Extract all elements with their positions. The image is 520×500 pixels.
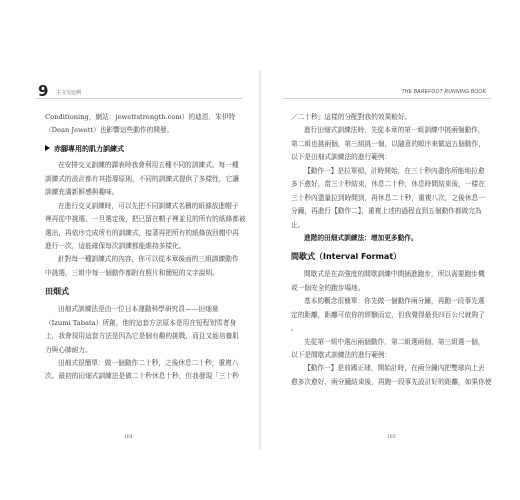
body-text-line: （Izumi Tabata）所創，他的這套方法原本是用在短程划雪者身: [45, 318, 237, 327]
body-text-line: 以下是田畑式訓練法的進行範例：: [291, 153, 392, 162]
right-page-body: [291, 111, 494, 389]
subsection-heading: [45, 143, 246, 156]
right-page: [261, 0, 520, 500]
body-text-line: 訓練充滿新鮮感與趣味。: [45, 188, 119, 197]
left-page-body: [45, 111, 246, 384]
subsection-heading-text: 赤腳專用的肌力訓練式: [54, 144, 124, 153]
body-text-line: 【動作一】是前踢正球，開始計時，在兩分鐘內把雙球向上丟: [304, 364, 485, 373]
section-heading: 間歇式（Interval Format）: [291, 252, 402, 262]
left-page: [0, 0, 259, 500]
body-text-line: 進行一次，這能確保每次訓練都能維持多樣化。: [45, 241, 186, 250]
body-text-line: 以下是間歇式訓練法的進行範例：: [291, 351, 392, 359]
body-text-line: 田畑式很簡單：做一個動作二十秒，之後休息二十秒，重複八: [58, 359, 239, 367]
body-text-line: 裡再從中挑選，一旦選定後，把已留在帽子裡並且的所有的紙條都被: [45, 215, 246, 224]
triangle-bullet-icon: [45, 145, 50, 151]
chapter-title: 主文交比例: [56, 90, 82, 96]
page-number: 165: [387, 435, 396, 440]
body-text-line: 田畑式訓練法是由一位日本運動科學研究員——田畑泉: [58, 305, 219, 314]
body-text-line: 基本的概念很簡單：你先做一個動作兩分鐘，再跑一段事先選: [304, 297, 485, 306]
body-text-line: Conditioning，網站：jewettstrength.com）的迪恩．朱伊特: [45, 113, 236, 121]
chapter-number: 9: [38, 82, 49, 100]
running-head: THE BAREFOOT RUNNING BOOK: [401, 89, 486, 95]
body-text-line: 針對每一種訓練式的內容，你可以從本章後面的三組訓練動作: [58, 255, 239, 264]
header-rule: [36, 98, 242, 99]
body-text-line: 分鐘，再進行【動作二】，重複上述的過程直到五個動作都做完為: [291, 207, 482, 216]
body-text-line: 上，我會採用這套方法是因為它是個有趣的挑戰，而且又能培養肌: [45, 332, 239, 341]
body-text-line: 愈多次愈好，兩分鐘結束後，再跑一段事先設計好的距離，如果你使: [291, 377, 492, 386]
body-text-line: 選出，再依序完成所有的訓練式，接著再把所有的紙條放回帽中再: [45, 228, 239, 237]
body-text-line: 三十秒內盡量拉到時間到，再休息二十秒，重複八次，之後休息一: [291, 193, 485, 202]
body-text-line: ／二十秒」這樣的分配對我的效果較好。: [291, 113, 412, 121]
body-text-line: 【動作一】是拉單槓，計時開始，在三十秒內盡你所能地拉愈: [304, 166, 485, 175]
body-text-line: 第二組也挑兩個，第三組挑一個，以隨意的順序來做這五個動作，: [291, 139, 485, 148]
body-text-line: 力與心肺耐力。: [45, 345, 92, 354]
body-text-line: 或一個安全的跑步場地。: [291, 283, 365, 292]
page-number: 164: [124, 435, 133, 440]
body-text-line: （Dean Jewett）也影響這些動作的開發。: [45, 126, 174, 135]
emphasis-line: 進階的田畑式訓練法：增加更多動作。: [304, 233, 418, 242]
body-text-line: 先從第一組中選出兩個動作，第二組選兩個，第三組選一個，: [304, 337, 485, 346]
body-text-line: 。: [291, 324, 298, 333]
body-text-line: 次。最初的田畑式訓練法是做二十秒休息十秒，但我發現「三十秒: [45, 372, 239, 381]
body-text-line: 定的距離，距離可依你的經驗而定，但我覺得最長四百公尺就夠了: [291, 310, 485, 319]
body-text-line: 間歇式是在高強度的間歇訓練中間插進跑步，所以需要跑步機: [304, 270, 485, 279]
body-text-line: 止。: [291, 220, 305, 229]
section-heading: 田畑式: [45, 287, 69, 297]
body-text-line: 在安排交叉訓練的課表時我會利用五種不同的訓練式。每一種: [58, 161, 239, 170]
body-text-line: 訓練式的設計都有其指導原則，不同的訓練式提供了多樣性，它讓: [45, 174, 239, 183]
body-text-line: 進行田畑式訓練法時，先從本章的第一組訓練中挑兩個動作，: [304, 126, 485, 135]
header-rule: [283, 98, 491, 99]
body-text-line: 多下愈好，當三十秒結束，休息二十秒，休息時間結束後，一樣在: [291, 180, 485, 189]
body-text-line: 在進行交叉訓練時，可以先把不同訓練式名稱的紙條放進帽子: [58, 201, 239, 210]
body-text-line: 中挑選，三組中每一個動作都附有照片和簡短的文字說明。: [45, 268, 219, 277]
